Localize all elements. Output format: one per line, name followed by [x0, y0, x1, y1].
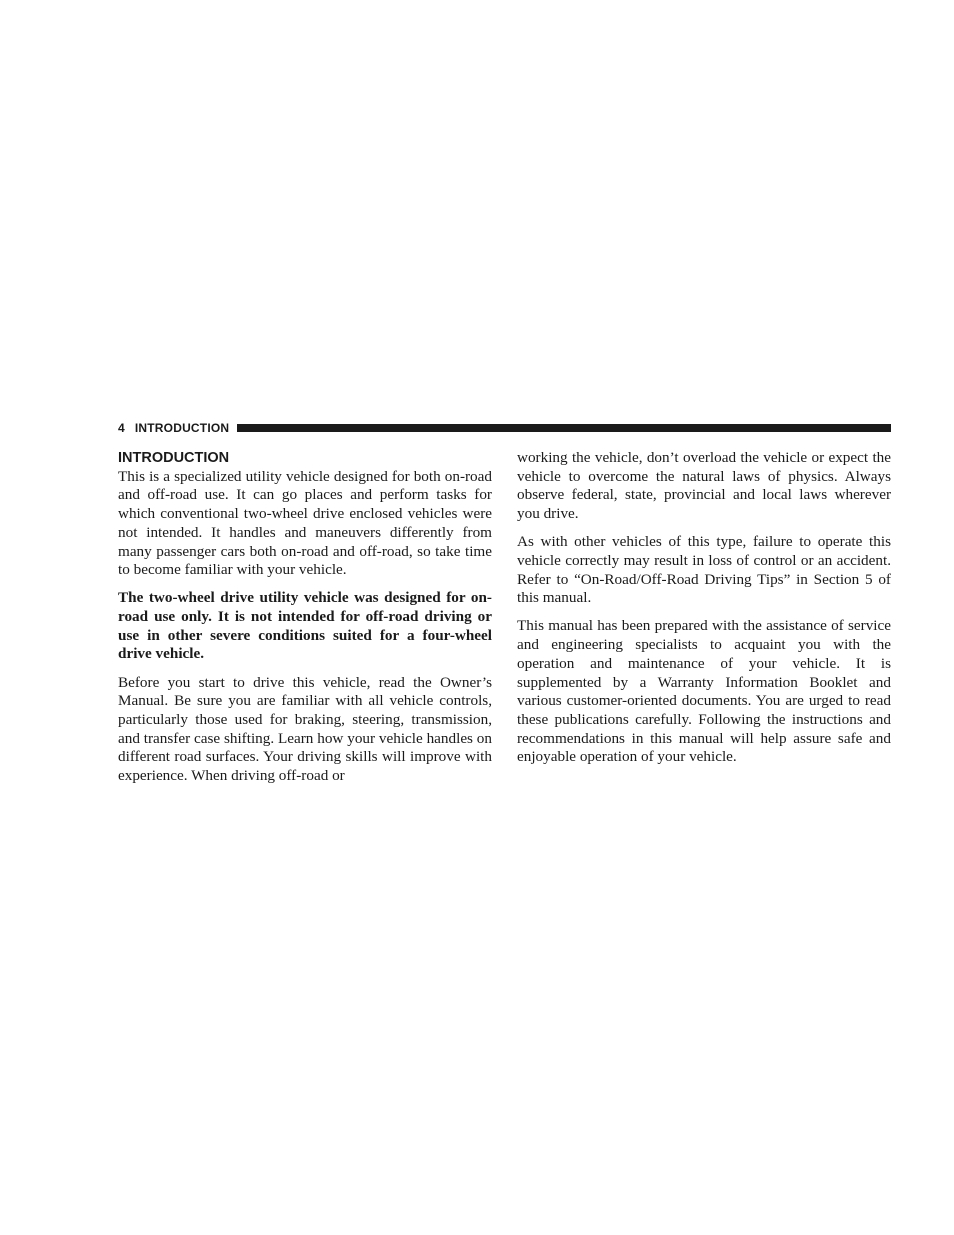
header-rule — [237, 424, 891, 432]
page-header — [118, 420, 891, 436]
header-section-title: INTRODUCTION — [134, 421, 230, 435]
loss-of-control-paragraph: As with other vehicles of this type, failure to operate this vehicle correctly may result in loss of control or an accident. Refer to “On-Road/Off-Road Driving Tips” in Section 5 of this manual. — [517, 533, 891, 607]
page-number: 4 — [118, 421, 125, 435]
section-heading: INTRODUCTION — [118, 450, 230, 466]
before-driving-paragraph: Before you start to drive this vehicle, read the Owner’s Manual. Be sure you are familiar with all vehicle controls, particularly those used for braking, steering, transmission, and transfer case shifting. Learn how your vehicle handles on different road surfaces. Your driving skills will improve with experience. When driving off-road or — [118, 673, 492, 785]
two-wheel-drive-warning: The two-wheel drive utility vehicle was designed for on-road use only. It is not intended for off-road driving or use in other severe conditions suited for a four-wheel drive vehicle. — [118, 589, 492, 663]
manual-preparation-paragraph: This manual has been prepared with the assistance of service and engineering specialists to acquaint you with the operation and maintenance of your vehicle. It is supplemented by a Warranty Information Booklet and various customer-oriented documents. You are urged to read these publications carefully. Following the instructions and recommendations in this manual will help assure safe and enjoyable operation of your vehicle. — [517, 617, 891, 766]
intro-paragraph: This is a specialized utility vehicle designed for both on-road and off-road use. It can go places and perform tasks for which conventional two-wheel drive enclosed vehicles were not intended. It handles and maneuvers differently from many passenger cars both on-road and off-road, so take time to become familiar with your vehicle. — [118, 467, 492, 579]
right-column — [517, 449, 891, 776]
left-column — [118, 449, 492, 795]
continued-paragraph: working the vehicle, don’t overload the vehicle or expect the vehicle to overcome the natural laws of physics. Always observe federal, state, provincial and local laws wherever you drive. — [517, 449, 891, 523]
